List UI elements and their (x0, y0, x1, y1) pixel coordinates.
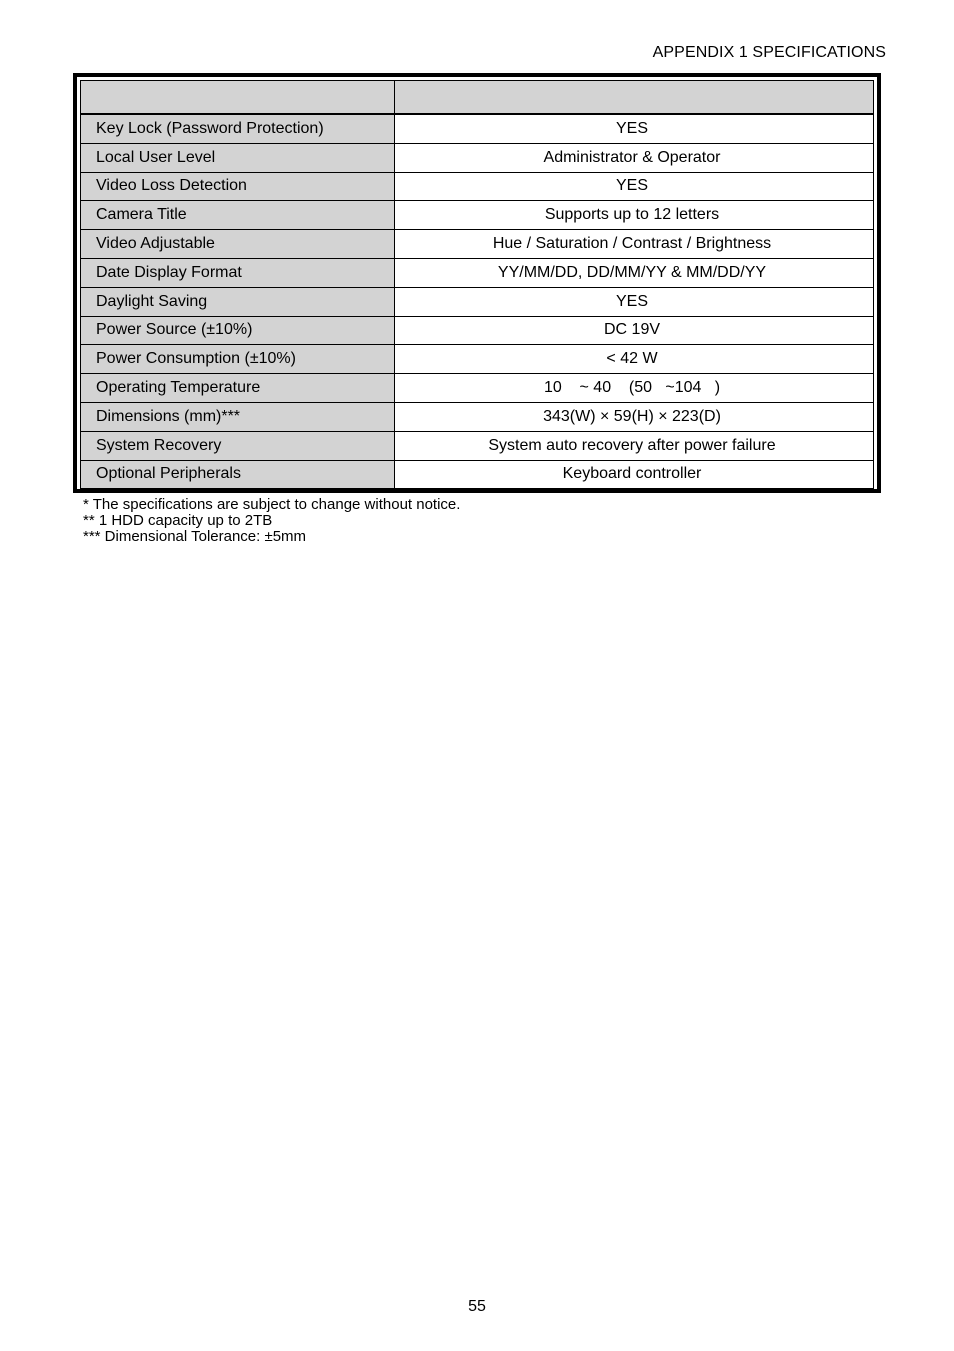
specifications-table-frame (73, 73, 881, 493)
spec-value: Hue / Saturation / Contrast / Brightness (395, 230, 874, 259)
spec-value: 10 ~ 40 (50 ~104 ) (395, 374, 874, 403)
spec-value: YES (395, 172, 874, 201)
table-row (81, 230, 874, 259)
spec-value: Administrator & Operator (395, 143, 874, 172)
spec-label: System Recovery (81, 431, 395, 460)
table-row (81, 201, 874, 230)
footnote: * The specifications are subject to change without notice. (83, 496, 461, 513)
table-row (81, 114, 874, 143)
footnotes (83, 497, 460, 545)
page-number: 55 (468, 1298, 486, 1315)
spec-label: Local User Level (81, 143, 395, 172)
spec-value: < 42 W (395, 345, 874, 374)
spec-label: Power Consumption (±10%) (81, 345, 395, 374)
spec-value: YES (395, 287, 874, 316)
spec-value: YES (395, 114, 874, 143)
spec-label: Video Adjustable (81, 230, 395, 259)
table-row (81, 345, 874, 374)
spec-label: Video Loss Detection (81, 172, 395, 201)
table-row (81, 258, 874, 287)
table-header-cell (81, 81, 395, 115)
table-row (81, 172, 874, 201)
spec-value: System auto recovery after power failure (395, 431, 874, 460)
table-header-row (81, 81, 874, 115)
spec-value: 343(W) × 59(H) × 223(D) (395, 402, 874, 431)
table-row (81, 143, 874, 172)
spec-label: Operating Temperature (81, 374, 395, 403)
table-row (81, 431, 874, 460)
spec-label: Optional Peripherals (81, 460, 395, 489)
spec-label: Date Display Format (81, 258, 395, 287)
spec-label: Power Source (±10%) (81, 316, 395, 345)
table-row (81, 374, 874, 403)
spec-value: Supports up to 12 letters (395, 201, 874, 230)
spec-value: YY/MM/DD, DD/MM/YY & MM/DD/YY (395, 258, 874, 287)
footnote: *** Dimensional Tolerance: ±5mm (83, 528, 307, 545)
spec-label: Camera Title (81, 201, 395, 230)
section-header: APPENDIX 1 SPECIFICATIONS (652, 44, 886, 61)
specifications-table (80, 80, 874, 489)
footnote: ** 1 HDD capacity up to 2TB (83, 512, 273, 529)
spec-value: Keyboard controller (395, 460, 874, 489)
table-row (81, 287, 874, 316)
table-row (81, 316, 874, 345)
table-row (81, 460, 874, 489)
spec-label: Key Lock (Password Protection) (81, 114, 395, 143)
table-header-cell (395, 81, 874, 115)
spec-label: Dimensions (mm)*** (81, 402, 395, 431)
table-row (81, 402, 874, 431)
spec-value: DC 19V (395, 316, 874, 345)
spec-label: Daylight Saving (81, 287, 395, 316)
